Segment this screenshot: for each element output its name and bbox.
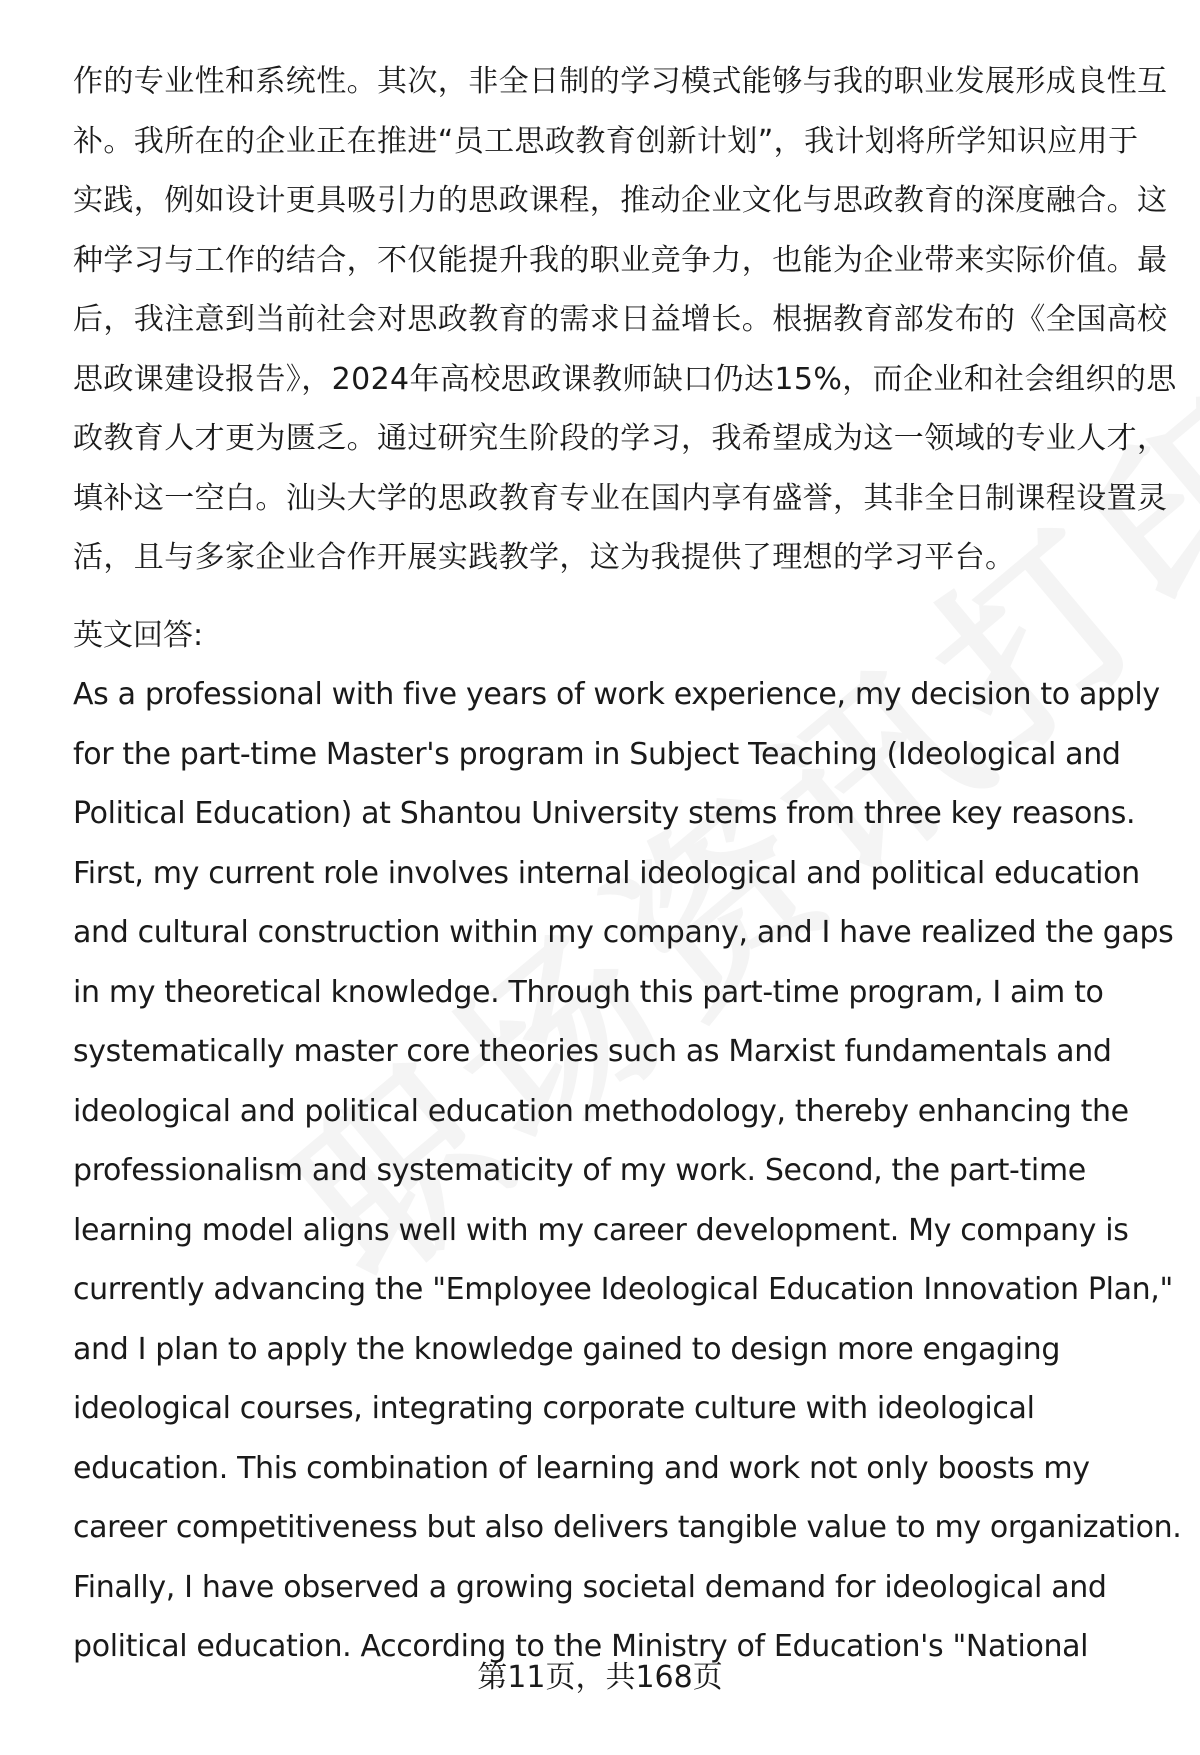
text-line: currently advancing the "Employee Ideological Education Innovation Plan," [73, 1272, 1173, 1307]
text-line: in my theoretical knowledge. Through this part-time program, I aim to [73, 974, 1104, 1010]
text-line: professionalism and systematicity of my work. Second, the part-time [73, 1153, 1086, 1188]
text-line: 补。我所在的企业正在推进“员工思政教育创新计划”，我计划将所学知识应用于 [73, 123, 1139, 159]
chinese-answer-paragraph [73, 52, 1177, 588]
text-line: ideological courses, integrating corporate culture with ideological [73, 1391, 1035, 1426]
text-line: ideological and political education methodology, thereby enhancing the [73, 1093, 1129, 1129]
text-line: 活，且与多家企业合作开展实践教学，这为我提供了理想的学习平台。 [73, 540, 1016, 575]
text-line: education. This combination of learning and work not only boosts my [73, 1450, 1090, 1486]
text-line: 实践，例如设计更具吸引力的思政课程，推动企业文化与思政教育的深度融合。这 [73, 183, 1168, 218]
text-line: As a professional with five years of work experience, my decision to apply [73, 677, 1160, 712]
text-line: 政教育人才更为匮乏。通过研究生阶段的学习，我希望成为这一领域的专业人才， [73, 421, 1168, 456]
text-line: Finally, I have observed a growing societal demand for ideological and [73, 1569, 1107, 1605]
text-line: systematically master core theories such as Marxist fundamentals and [73, 1034, 1112, 1069]
english-answer-label: 英文回答: [73, 617, 204, 653]
text-line: 填补这一空白。汕头大学的思政教育专业在国内享有盛誉，其非全日制课程设置灵 [73, 480, 1168, 516]
text-line: career competitiveness but also delivers tangible value to my organization. [73, 1510, 1182, 1545]
text-line: 后，我注意到当前社会对思政教育的需求日益增长。根据教育部发布的《全国高校 [73, 302, 1168, 337]
text-line: 作的专业性和系统性。其次，非全日制的学习模式能够与我的职业发展形成良性互 [73, 64, 1168, 99]
text-line: political education. According to the Ministry of Education's "National [73, 1629, 1089, 1664]
text-line: and cultural construction within my company, and I have realized the gaps [73, 915, 1174, 950]
page-number-footer: 第11页，共168页 [477, 1660, 723, 1695]
text-line: 种学习与工作的结合，不仅能提升我的职业竞争力，也能为企业带来实际价值。最 [73, 242, 1168, 278]
page-content [73, 52, 1182, 1677]
text-line: for the part-time Master's program in Subject Teaching (Ideological and [73, 736, 1121, 772]
text-line: Political Education) at Shantou University stems from three key reasons. [73, 796, 1136, 831]
text-line: 思政课建设报告》，2024年高校思政课教师缺口仍达15%，而企业和社会组织的思 [73, 361, 1177, 397]
text-line: and I plan to apply the knowledge gained to design more engaging [73, 1331, 1061, 1367]
text-line: learning model aligns well with my career development. My company is [73, 1212, 1129, 1248]
text-line: First, my current role involves internal ideological and political education [73, 855, 1140, 891]
english-answer-paragraph [73, 665, 1182, 1677]
